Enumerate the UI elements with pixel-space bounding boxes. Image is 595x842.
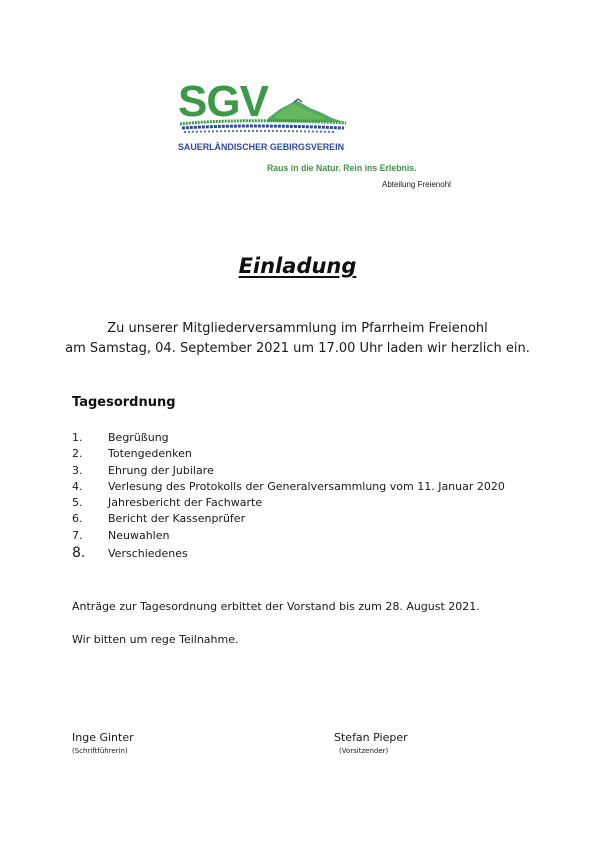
agenda-item-text: Neuwahlen	[108, 528, 170, 542]
agenda-item	[72, 544, 505, 563]
invitation-line-2: am Samstag, 04. September 2021 um 17.00 Uhr laden wir herzlich ein.	[65, 341, 530, 356]
invitation-line-1: Zu unserer Mitgliederversammlung im Pfarrheim Freienohl	[107, 321, 488, 336]
requests-note: Anträge zur Tagesordnung erbittet der Vorstand bis zum 28. August 2021.	[72, 600, 480, 613]
slogan: Raus in die Natur. Rein ins Erlebnis.	[267, 163, 417, 174]
agenda-item	[72, 430, 505, 446]
agenda-item	[72, 528, 505, 544]
agenda-item-text: Begrüßung	[108, 431, 169, 444]
agenda-list	[72, 430, 505, 563]
signature-name-secretary: Inge Ginter	[72, 731, 134, 744]
logo-name: SAUERLÄNDISCHER GEBIRGSVEREIN	[178, 142, 345, 153]
agenda-item-number: 8.	[72, 545, 86, 562]
invitation-text	[0, 319, 595, 359]
agenda-item-number: 3.	[72, 463, 83, 477]
agenda-item-text: Bericht der Kassenprüfer	[108, 512, 246, 526]
agenda-item	[72, 446, 505, 462]
agenda-item	[72, 495, 505, 511]
agenda-item	[72, 511, 505, 527]
agenda-item-text: Ehrung der Jubilare	[108, 463, 214, 477]
document-title: Einladung	[238, 254, 357, 278]
agenda-item-text: Verschiedenes	[108, 547, 188, 561]
logo-letters: SGV	[178, 78, 268, 126]
signature-name-chair: Stefan Pieper	[334, 731, 408, 744]
sgv-logo	[176, 78, 351, 160]
agenda-item-number: 5.	[72, 496, 83, 510]
agenda-item-text: Verlesung des Protokolls der Generalversammlung vom 11. Januar 2020	[108, 479, 505, 493]
agenda-item-number: 4.	[72, 479, 83, 493]
department-label: Abteilung Freienohl	[382, 180, 451, 189]
agenda-item-text: Totengedenken	[108, 447, 192, 461]
agenda-item-number: 6.	[72, 512, 83, 526]
mountain-icon	[268, 99, 344, 122]
agenda-heading: Tagesordnung	[72, 395, 176, 410]
agenda-item-number: 7.	[72, 528, 83, 542]
agenda-item-number: 2.	[72, 447, 83, 461]
agenda-item-text: Jahresbericht der Fachwarte	[108, 496, 263, 510]
signature-role-secretary: (Schriftführerin)	[72, 747, 128, 755]
agenda-item	[72, 463, 505, 479]
signature-role-chair: (Vorsitzender)	[339, 747, 389, 755]
agenda-item-number: 1.	[72, 431, 83, 444]
agenda-item	[72, 479, 505, 495]
closing-note: Wir bitten um rege Teilnahme.	[72, 633, 239, 646]
